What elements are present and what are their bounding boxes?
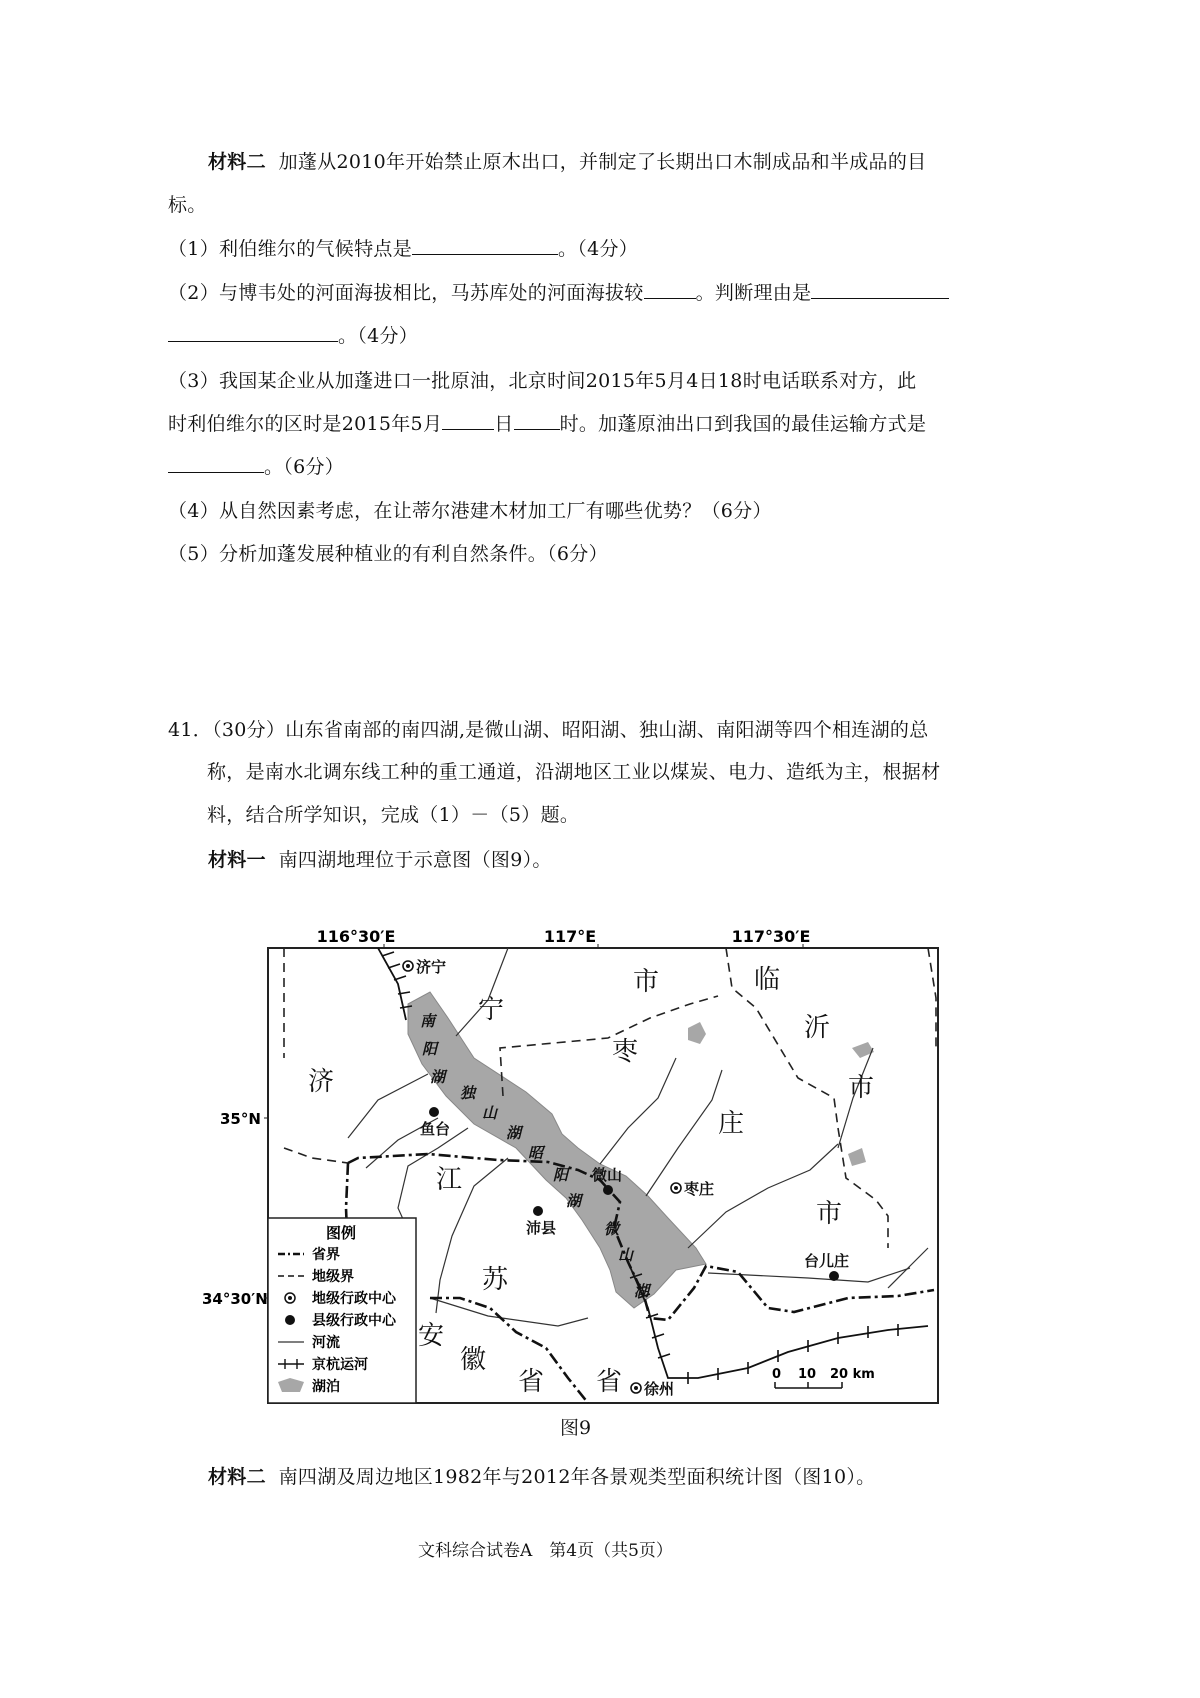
river-2 <box>348 1074 428 1138</box>
q2-answer-blank-3 <box>168 323 338 342</box>
lon-label-116-30: 116°30′E <box>316 927 396 946</box>
question-4: （4）从自然因素考虑，在让蒂尔港建木材加工厂有哪些优势？（6分） <box>168 500 772 522</box>
lake-char-1: 南 <box>420 1012 436 1030</box>
region-char-an: 安 <box>418 1321 445 1351</box>
figure-9-caption: 图9 <box>560 1417 592 1439</box>
question-41-line1 <box>168 715 929 742</box>
q1-text: （1）利伯维尔的气候特点是 <box>168 238 412 260</box>
pref-boundary-5 <box>838 1128 888 1248</box>
material2-line2: 标。 <box>168 194 207 216</box>
q2-mid: 。判断理由是 <box>695 282 812 304</box>
city-label-jining: 济宁 <box>416 958 447 976</box>
lat-label-35: 35°N <box>220 1110 261 1128</box>
region-char-ji: 济 <box>308 1067 335 1097</box>
grand-canal <box>378 948 928 1378</box>
q3-text2: 时。加蓬原油出口到我国的最佳运输方式是 <box>559 413 927 435</box>
city-marker-peixian <box>533 1206 543 1216</box>
question-41-line3: 料，结合所学知识，完成（1）－（5）题。 <box>207 804 580 826</box>
pref-boundary-2 <box>284 1148 348 1163</box>
q2-text: （2）与博韦处的河面海拔相比，马苏库处的河面海拔较 <box>168 282 644 304</box>
river-10 <box>708 1268 910 1282</box>
legend-label-river: 河流 <box>312 1335 340 1351</box>
region-char-jiang: 江 <box>436 1165 463 1195</box>
legend-label-canal: 京杭运河 <box>312 1357 368 1373</box>
city-label-taierzhuang: 台儿庄 <box>804 1252 850 1270</box>
lake-char-11: 山 <box>618 1246 634 1264</box>
lake-char-2: 阳 <box>422 1040 438 1058</box>
q3-hour-blank <box>514 411 560 430</box>
material2-41-label: 材料二 <box>208 1466 266 1488</box>
question-41-line2: 称，是南水北调东线工种的重工通道，沿湖地区工业以煤炭、电力、造纸为主，根据材 <box>207 761 941 783</box>
scale-label-10: 10 <box>798 1367 817 1382</box>
question-3-line1: （3）我国某企业从加蓬进口一批原油，北京时间2015年5月4日18时电话联系对方，此 <box>168 370 917 392</box>
region-char-shi-2: 市 <box>848 1073 875 1103</box>
lake-small-1 <box>688 1022 706 1044</box>
question-5: （5）分析加蓬发展种植业的有利自然条件。（6分） <box>168 543 608 565</box>
river-6 <box>646 1070 722 1196</box>
material2-label: 材料二 <box>208 151 266 173</box>
legend-label-prefecture: 地级界 <box>312 1269 354 1285</box>
lon-label-117-30: 117°30′E <box>731 927 811 946</box>
page-footer: 文科综合试卷A 第4页（共5页） <box>418 1541 673 1561</box>
region-char-ning: 宁 <box>478 995 505 1025</box>
q2-answer-blank-1 <box>644 280 696 299</box>
lake-polygon <box>408 992 706 1308</box>
legend-symbol-county-center <box>285 1315 295 1325</box>
lake-char-4: 独 <box>460 1084 476 1102</box>
nansi-lake-map <box>202 927 958 1473</box>
region-char-hui: 徽 <box>460 1345 487 1375</box>
city-label-weishan: 微山 <box>592 1166 623 1184</box>
region-char-zao: 枣 <box>612 1037 639 1067</box>
material2-41-text: 南四湖及周边地区1982年与2012年各景观类型面积统计图（图10）。 <box>278 1466 876 1488</box>
canal-tick-2 <box>388 964 400 968</box>
lake-char-7: 昭 <box>528 1144 544 1162</box>
canal-tick-3 <box>394 976 406 980</box>
city-label-xuzhou: 徐州 <box>644 1380 675 1398</box>
city-marker-yutai <box>429 1107 439 1117</box>
city-label-peixian: 沛县 <box>526 1219 557 1237</box>
lake-char-12: 湖 <box>634 1282 650 1300</box>
lake-char-10: 微 <box>604 1220 620 1238</box>
legend-box <box>268 1218 416 1403</box>
legend-label-lake: 湖泊 <box>312 1379 340 1395</box>
q2-answer-blank-2 <box>811 280 949 299</box>
region-char-yi: 沂 <box>804 1013 831 1043</box>
region-char-lin: 临 <box>754 965 781 995</box>
legend-label-county-center: 县级行政中心 <box>312 1313 396 1329</box>
lake-char-8: 阳 <box>553 1166 569 1184</box>
province-boundary-south <box>430 1298 588 1403</box>
legend-label-province: 省界 <box>312 1247 340 1263</box>
map-legend <box>268 1218 416 1403</box>
city-marker-zaozhuang-dot <box>674 1186 678 1190</box>
pref-boundary-3 <box>500 996 718 1096</box>
legend-symbol-pref-center-dot <box>288 1296 292 1300</box>
legend-label-pref-center: 地级行政中心 <box>312 1291 396 1307</box>
lake-small-3 <box>848 1148 866 1166</box>
region-char-shi-3: 市 <box>816 1199 843 1229</box>
scale-label-0: 0 <box>772 1367 782 1382</box>
canal-line-north <box>378 948 406 1020</box>
material2-41 <box>208 1462 875 1489</box>
scale-label-20: 20 km <box>830 1367 875 1382</box>
question-3-line3 <box>168 452 344 479</box>
city-label-zaozhuang: 枣庄 <box>684 1180 715 1198</box>
q3-day-blank <box>442 411 494 430</box>
city-marker-taierzhuang <box>829 1271 839 1281</box>
region-char-sheng-1: 省 <box>518 1367 545 1397</box>
lon-label-117: 117°E <box>543 927 597 946</box>
lat-label-34-30: 34°30′N <box>202 1290 268 1308</box>
pref-boundary-6 <box>928 948 936 1048</box>
question-2-line2 <box>168 321 418 348</box>
question-1 <box>168 234 638 261</box>
q3-text: 时利伯维尔的区时是2015年5月 <box>168 413 443 435</box>
city-label-yutai: 鱼台 <box>420 1120 451 1138</box>
question-41-number: 41． <box>168 719 213 741</box>
river-12 <box>888 1248 928 1288</box>
river-9 <box>430 1298 588 1326</box>
canal-tick-1 <box>382 952 394 956</box>
city-marker-xuzhou-dot <box>634 1386 638 1390</box>
region-char-sheng-2: 省 <box>596 1367 623 1397</box>
question-2 <box>168 278 949 305</box>
q1-score: 。（4分） <box>558 238 639 260</box>
material1-41-label: 材料一 <box>208 849 266 871</box>
legend-title: 图例 <box>326 1224 357 1242</box>
scale-bar <box>772 1367 875 1388</box>
lake-char-9: 湖 <box>566 1192 582 1210</box>
lake-small-2 <box>852 1042 874 1058</box>
region-char-shi-1: 市 <box>633 967 660 997</box>
question-41-text1: （30分）山东省南部的南四湖,是微山湖、昭阳湖、独山湖、南阳湖等四个相连湖的总 <box>212 719 929 741</box>
material1-41-text: 南四湖地理位于示意图（图9）。 <box>278 849 552 871</box>
river-5 <box>600 1058 676 1164</box>
city-marker-weishan <box>603 1185 613 1195</box>
q1-answer-blank <box>412 236 558 255</box>
q3-day-unit: 日 <box>494 413 514 435</box>
city-marker-jining-dot <box>406 964 410 968</box>
material1-41 <box>208 845 552 872</box>
q3-score: 。（6分） <box>264 456 345 478</box>
material2-text1: 加蓬从2010年开始禁止原木出口，并制定了长期出口木制成品和半成品的目 <box>278 151 927 173</box>
question-3-line2 <box>168 409 926 436</box>
lake-char-3: 湖 <box>430 1068 446 1086</box>
region-char-su: 苏 <box>482 1265 509 1295</box>
q3-transport-blank <box>168 454 264 473</box>
material2-line1 <box>208 147 926 174</box>
lake-char-6: 湖 <box>506 1124 522 1142</box>
q2-score: 。（4分） <box>338 325 419 347</box>
region-char-zhuang: 庄 <box>718 1109 745 1139</box>
lake-char-5: 山 <box>482 1104 498 1122</box>
